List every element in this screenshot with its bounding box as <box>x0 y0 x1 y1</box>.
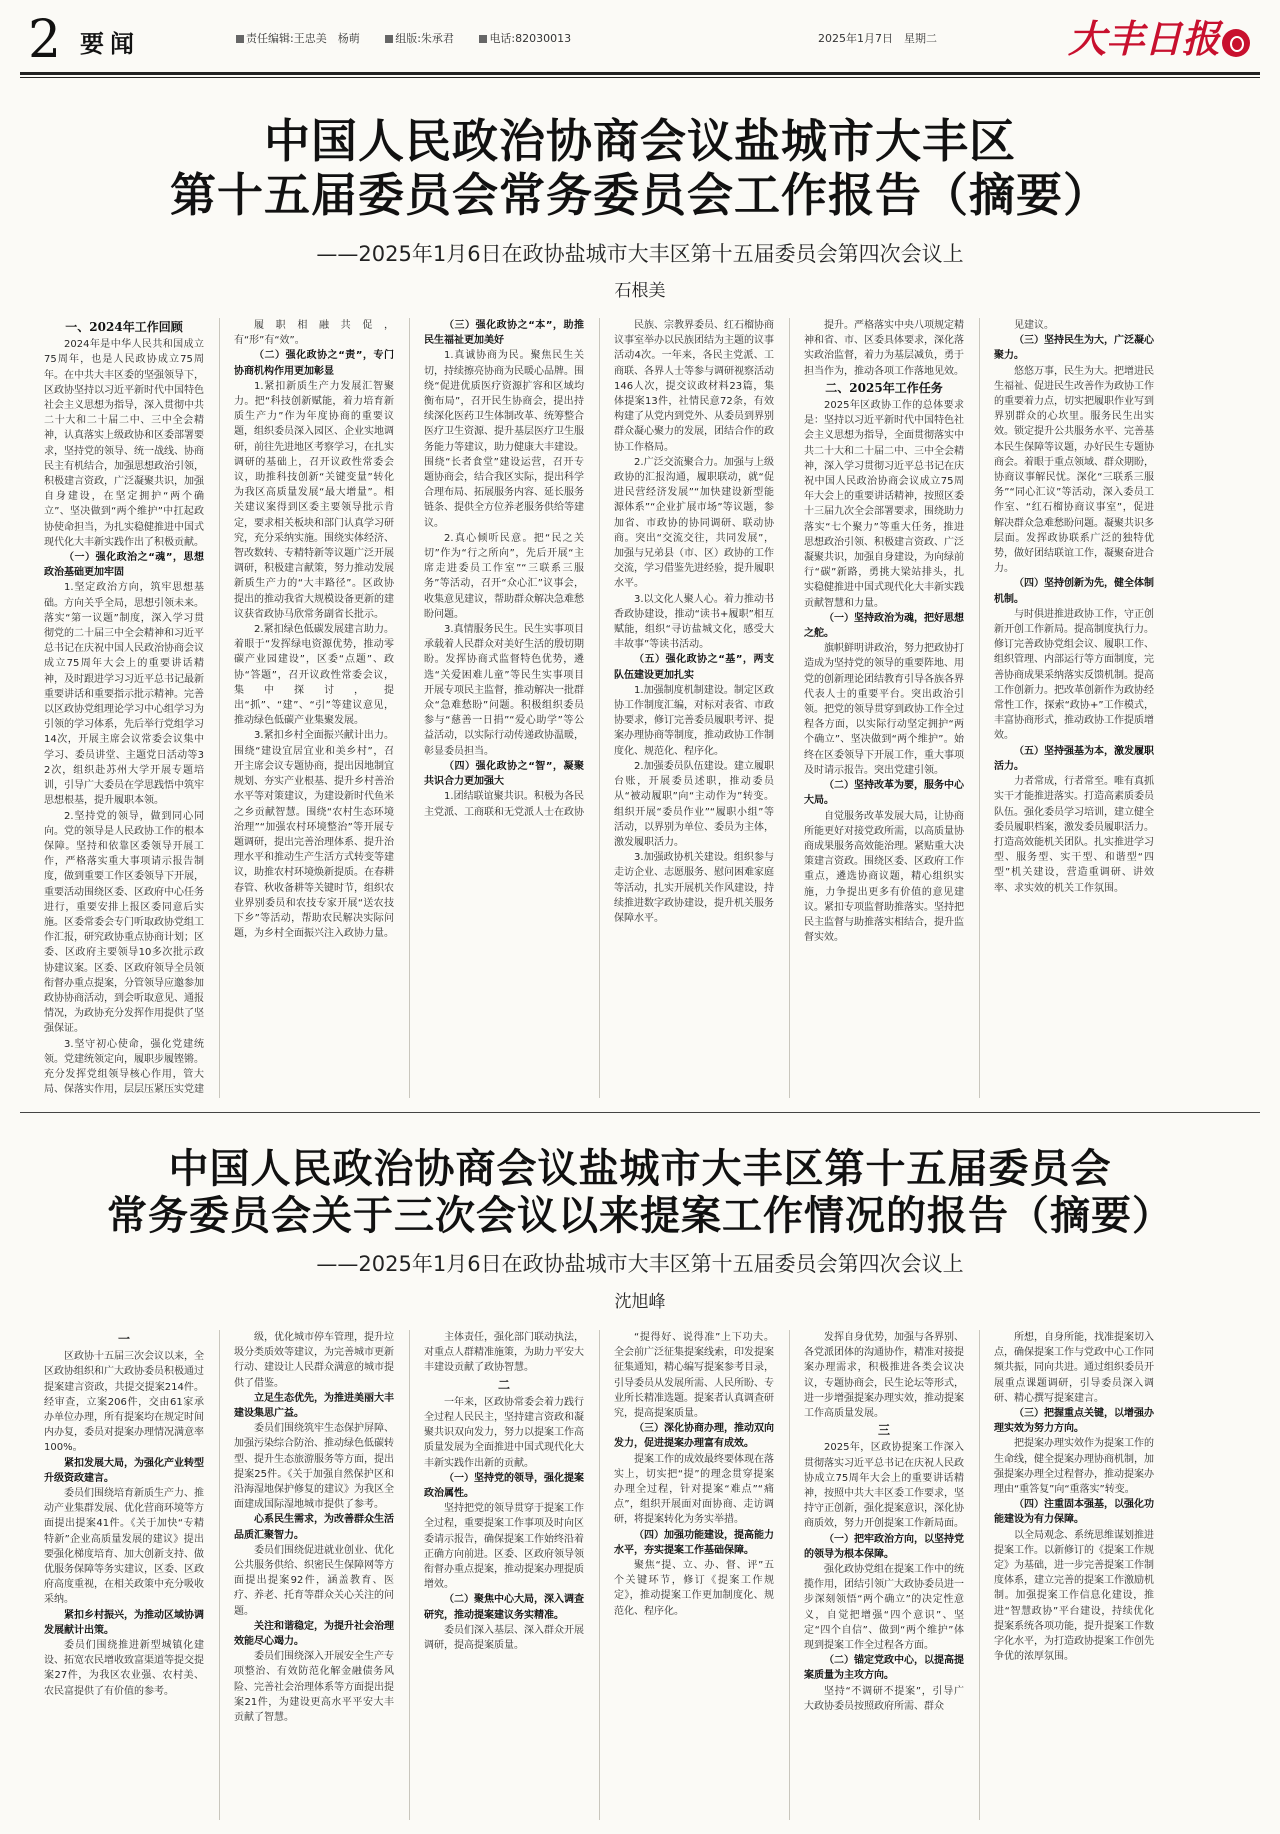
paragraph: 2025年区政协工作的总体要求是：坚持以习近平新时代中国特色社会主义思想为指导，全面贯彻落实中共二十大和二十届二中、三中全会精神，深入学习贯彻习近平总书记在庆祝中国人民政治协商会议成立75周年大会上的重要讲话精神，按照区委十三届九次全会部署要求，围绕助力落实“七个聚力”等重大任务，推进思想政治引领、积极建言资政、广泛凝聚共识，加强自身建设，为向绿前行“碳”新路，勇挑大梁站排头，扎实稳健推进中国式现代化大丰新实践贡献智慧和力量。 <box>804 400 964 609</box>
article2-column <box>424 1330 584 1820</box>
square-bullet-icon <box>385 35 393 43</box>
paragraph: 3.以文化人聚人心。着力推动书香政协建设，推动“读书+履职”相互赋能，组织“寻访盐城文化，感受大丰故事”等读书活动。 <box>614 593 774 651</box>
paragraph: 把提案办理实效作为提案工作的生命线，健全提案办理协商机制，加强提案办理全过程督办，推动提案办理由“重答复”向“重落实”转变。 <box>994 1438 1154 1496</box>
section-heading: 二 <box>497 1377 510 1392</box>
bold-heading: 紧扣乡村振兴，为推动区域协调发展献计出策。 <box>44 1609 204 1636</box>
paragraph: 悠悠万事，民生为大。把增进民生福祉、促进民生改善作为政协工作的重要着力点，切实把履职作业写到界别群众的心坎里。服务民生出实效。锁定提升公共服务水平、完善基本民生保障等议题，办好民生专题协商会。着眼于重点领域、群众期盼，协商议事解民忧。深化“三联系三服务”“同心汇议”等活动，深入委员工作室、“红石榴协商议事室”，促进解决群众急难愁盼问题。凝聚共识多层面。发挥政协联系广泛的独特优势，做好团结联谊工作，凝聚奋进合力。 <box>994 365 1154 575</box>
bold-heading: （二）强化政协之“责”，专门协商机构作用更加彰显 <box>234 350 394 377</box>
paragraph: 所想，自身所能，找准提案切入点，确保提案工作与党政中心工作同频共振，同向共进。通过组织委员开展重点课题调研，引导委员深入调研、精心撰写提案建言。 <box>994 1332 1154 1404</box>
paragraph: 坚持“不调研不提案”，引导广大政协委员按照政府所需、群众 <box>804 1685 964 1712</box>
article2-column <box>804 1330 964 1820</box>
article2-title <box>40 1146 1240 1240</box>
section-heading: 二、2025年工作任务 <box>825 380 943 395</box>
column-rule <box>219 318 220 1098</box>
paragraph: 委员们围绕筑牢生态保护屏障、加强污染综合防治、推动绿色低碳转型、提升生态旅游服务等方面，提出提案25件。《关于加强自然保护区和沿海湿地保护修复的建议》为我区全面建成国际湿地城市提供了参考。 <box>234 1423 394 1511</box>
paragraph: 级，优化城市停车管理，提升垃圾分类质效等建议，为完善城市更新行动、建设让人民群众满意的城市提供了借鉴。 <box>234 1332 394 1389</box>
paragraph: 提案工作的成效最终要体现在落实上，切实把“提”的理念贯穿提案办理全过程，针对提案“难点”“痛点”，组织开展面对面协商、走访调研，将提案转化为务实举措。 <box>614 1453 774 1526</box>
paragraph: 发挥自身优势，加强与各界别、各党派团体的沟通协作，精准对接提案办理需求，积极推进各类会议决议，专题协商会，民生论坛等形式，进一步增强提案办理实效，推动提案工作高质量发展。 <box>804 1332 964 1420</box>
paragraph: 委员们围绕培育新质生产力、推动产业集群发展、优化营商环境等方面提出提案41件。《关于加快“专精特新”企业高质量发展的建议》提出要强化梯度培育、加大创新支持、做优服务保障等务实建议，区委、区政府高度重视，在相关政策中充分吸收采纳。 <box>44 1488 204 1606</box>
paragraph: 聚焦“提、立、办、督、评”五个关键环节，修订《提案工作规定》，推动提案工作更加制度化、规范化、程序化。 <box>614 1560 774 1617</box>
article2-column <box>994 1330 1154 1820</box>
paragraph: 3.加强政协机关建设。组织参与走访企业、志愿服务、慰问困难家庭等活动，扎实开展机关作风建设，持续推进数字政协建设，提升机关服务保障水平。 <box>614 852 774 924</box>
paragraph: 履职相融共促，有“形”有“效”。 <box>234 320 394 347</box>
phone-text: 电话:82030013 <box>489 32 572 45</box>
bold-heading: （五）强化政协之“基”，两支队伍建设更加扎实 <box>614 654 774 681</box>
paragraph: 力者常成，行者常至。唯有真抓实干才能推进落实。打造高素质委员队伍。强化委员学习培训，建立健全委员履职档案，激发委员履职活力。打造高效能机关团队。扎实推进学习型、服务型、实干型、和谐型“四型”机关建设，营造重调研、讲效率、求实效的机关工作氛围。 <box>994 776 1154 894</box>
bold-heading: （三）深化协商办理，推动双向发力，促进提案办理富有成效。 <box>614 1423 774 1450</box>
paragraph: 1.紧扣新质生产力发展汇智聚力。把“科技创新赋能，着力培育新质生产力”作为年度协商的重要议题，组织委员深入园区、企业实地调研，前往先进地区考察学习，在扎实调研的基础上，召开议政性常委会议，助推科技创新“关键变量”转化为我区高质量发展“最大增量”。相关建议案得到区委主要领导批示肯定，要求相关板块和部门认真学习研究，充分采纳实施。围绕实体经济、智改数转、专精特新等议题广泛开展调研，积极建言献策，努力推动发展新质生产力的“大丰路径”。区政协提出的推动我省大规模设备更新的建议获省政协马欣常务副省长批示。 <box>234 380 394 620</box>
bold-heading: 关注和谐稳定，为提升社会治理效能尽心竭力。 <box>234 1620 394 1648</box>
column-rule <box>219 1330 220 1820</box>
column-rule <box>409 1330 410 1820</box>
paragraph: 3.紧扣乡村全面振兴献计出力。围绕“建设宜居宜业和美乡村”，召开主席会议专题协商，提出因地制宜规划、夯实产业根基、提升乡村善治水平等对策建议，为建设新时代鱼米之乡贡献智慧。围绕“农村生态环境治理”“加强农村环境整治”等开展专题调研，提出完善治理体系、提升治理水平和推动生产生活方式转变等建议，助推农村环境焕新提质。在春耕春管、秋收备耕等关键时节，组织农业界别委员和农技专家开展“送农技下乡”等活动，帮助农民解决实际问题，为乡村全面振兴注入政协力量。 <box>234 730 394 940</box>
paragraph: 委员们围绕推进新型城镇化建设、拓宽农民增收致富渠道等提交提案27件，为我区农业强、农村美、农民富提供了有价值的参考。 <box>44 1640 204 1697</box>
paragraph: 2024年是中华人民共和国成立75周年，也是人民政协成立75周年。在中共大丰区委的坚强领导下，区政协坚持以习近平新时代中国特色社会主义思想为指导，深入贯彻中共二十大和二十届二中、三中全会精神，认真落实上级政协和区委部署要求，坚持党的领导、统一战线、协商民主有机结合，加强思想政治引领，积极建言资政，广泛凝聚共识，加强自身建设，在坚定拥护“两个确立”、坚决做到“两个维护”中扛起政协使命担当，为扎实稳健推进中国式现代化大丰新实践作出了积极贡献。 <box>44 339 204 548</box>
article2-author: 沈旭峰 <box>614 1292 666 1312</box>
paragraph: 3.真情服务民生。民生实事项目承载着人民群众对美好生活的殷切期盼。发挥协商式监督特色优势，遴选“关爱困难儿童”等民生实事项目开展专项民主监督，推动解决一批群众“急难愁盼”问题。积极组织委员参与“慈善一日捐”“爱心助学”等公益活动，以实际行动传递政协温暖，彰显委员担当。 <box>424 624 584 757</box>
article1-subtitle: ——2025年1月6日在政协盐城市大丰区第十五届委员会第四次会议上 <box>316 242 964 266</box>
paragraph: 委员们深入基层、深入群众开展调研，提高提案质量。 <box>424 1624 584 1652</box>
designer-credit <box>385 32 454 45</box>
article2-column <box>234 1330 394 1820</box>
paragraph: 旗帜鲜明讲政治，努力把政协打造成为坚持党的领导的重要阵地、用党的创新理论团结教育引导各族各界代表人士的重要平台。突出政治引领。把党的领导贯穿到政协工作全过程各方面，以实际行动坚定拥护“两个确立”、坚决做到“两个维护”。始终在区委领导下开展工作，重大事项及时请示报告。突出党建引领。 <box>804 643 964 776</box>
paragraph: 2.紧扣绿色低碳发展建言助力。着眼于“发挥绿电资源优势，推动零碳产业园建设”，区委“点题”、政协“答题”，召开议政性常委会议，集中探讨，提出“抓”、“建”、“引”等建议意见，推动绿色低碳产业集聚发展。 <box>234 624 394 727</box>
article1-title-line2: 第十五届委员会常务委员会工作报告（摘要） <box>170 168 1110 223</box>
header-rule <box>20 72 1260 75</box>
paragraph: 与时俱进推进政协工作，守正创新开创工作新局。提高制度执行力。修订完善政协党组会议、履职工作、组织管理、内部运行等方面制度，完善协商成果采纳落实反馈机制。提高工作创新力。把改革创新作为政协经常性工作，探索“政协+”工作模式，丰富协商形式，推动政协工作提质增效。 <box>994 608 1154 742</box>
column-rule <box>789 1330 790 1820</box>
square-bullet-icon <box>236 35 244 43</box>
page-number: 2 <box>28 10 62 70</box>
paragraph: 1.加强制度机制建设。制定区政协工作制度汇编，对标对表省、市政协要求，修订完善委员履职考评、提案办理协商等制度，推动政协工作制度化、规范化、程序化。 <box>614 684 774 757</box>
article1-author: 石根美 <box>614 281 666 301</box>
paragraph: 自觉服务改革发展大局，让协商所能更好对接党政所需，以高质量协商成果服务高效能治理。紧贴重大决策建言资政。围绕区委、区政府工作重点，遴选协商议题，精心组织实施，力争提出更多有价值的意见建议。紧扣专项监督助推落实。坚持把民主监督与助推落实相结合，提升监督实效。 <box>804 810 964 944</box>
article2-title-line1: 中国人民政治协商会议盐城市大丰区第十五届委员会 <box>168 1146 1112 1192</box>
logo-text: 大丰日报 <box>1067 16 1220 61</box>
column-rule <box>409 318 410 1098</box>
bold-heading: （二）聚焦中心大局，深入调查研究，推动提案建议务实精准。 <box>424 1594 584 1621</box>
bold-heading: （一）坚持党的领导，强化提案政治属性。 <box>424 1472 584 1500</box>
column-rule <box>979 318 980 1098</box>
bold-heading: （一）强化政治之“魂”，思想政治基础更加牢固 <box>44 552 204 579</box>
editor-info <box>236 30 593 46</box>
bold-heading: （四）注重固本强基，以强化功能建设为有力保障。 <box>994 1499 1154 1526</box>
article1-column <box>994 318 1154 1098</box>
bold-heading: （一）坚持政治为魂，把好思想之舵。 <box>804 612 964 640</box>
paragraph: 委员们围绕促进就业创业、优化公共服务供给、织密民生保障网等方面提出提案92件，涵盖教育、医疗、养老、托育等群众关心关注的问题。 <box>234 1544 394 1617</box>
editor-credit <box>236 32 360 45</box>
paragraph: 坚持把党的领导贯穿于提案工作全过程，重要提案工作事项及时向区委请示报告，确保提案工作始终沿着正确方向前进。区委、区政府领导领衔督办重点提案，推动提案办理提质增效。 <box>424 1503 584 1591</box>
paragraph: 见建议。 <box>1014 320 1054 331</box>
bold-heading: 立足生态优先，为推进美丽大丰建设集思广益。 <box>234 1392 394 1420</box>
article1-column <box>44 318 204 1098</box>
paragraph: 1.真诚协商为民。聚焦民生关切，持续擦亮协商为民暖心品牌。围绕“促进优质医疗资源扩容和区域均衡布局”，召开民生协商会，提出持续深化医药卫生体制改革、统筹整合医疗卫生资源、提升基层医疗卫生服务能力等建议，助力健康大丰建设。围绕“长者食堂”建设运营，召开专题协商会，结合我区实际，提出科学合理布局、拓展服务内容、延长服务链条、提供全方位养老服务供给等建议。 <box>424 350 584 529</box>
column-rule <box>979 1330 980 1820</box>
column-rule <box>599 1330 600 1820</box>
section-heading: 一、2024年工作回顾 <box>65 320 183 334</box>
article1-column <box>424 318 584 1098</box>
bold-heading: （三）坚持民生为大，广泛凝心聚力。 <box>994 335 1154 362</box>
article2-column <box>44 1330 204 1820</box>
paragraph: 2.加强委员队伍建设。建立履职台账，开展委员述职，推动委员从“被动履职”向“主动作为”转变。组织开展“委员作业”“履职小组”等活动，以界别为单位、委员为主体，激发履职活力。 <box>614 760 774 848</box>
article1-column <box>234 318 394 1098</box>
paragraph: 主体责任，强化部门联动执法，对重点人群精准施策，为助力平安大丰建设贡献了政协智慧。 <box>424 1332 584 1374</box>
article1-title-line1: 中国人民政治协商会议盐城市大丰区 <box>264 114 1016 168</box>
bold-heading: （二）坚持改革为要，服务中心大局。 <box>804 780 964 807</box>
article2-column <box>614 1330 774 1820</box>
paragraph: 2.坚持党的领导，做到同心同向。党的领导是人民政协工作的根本保障。坚持和依靠区委领导开展工作，严格落实重大事项请示报告制度，做到重要工作区委领导下开展，重要活动围绕区委、区政府中心任务进行，重要安排上报区委同意后实施。区委常委会专门听取政协党组工作汇报，研究政协重点协商计划；区委、区政府主要领导10多次批示政协建议案。区委、区政府领导全员领衔督办重点提案，分管领导应邀参加政协协商活动，到会听取意见、通报情况，为政协充分发挥作用提供了坚强保证。 <box>44 810 204 1035</box>
bold-heading: 心系民生需求，为改善群众生活品质汇聚智力。 <box>234 1514 394 1541</box>
paragraph: 委员们围绕深入开展安全生产专项整治、有效防范化解金融债务风险、完善社会治理体系等方面提出提案21件，为建设更高水平平安大丰贡献了智慧。 <box>234 1651 394 1724</box>
article1-title <box>40 114 1240 223</box>
newspaper-logo <box>1068 8 1250 63</box>
paragraph: 2025年，区政协提案工作深入贯彻落实习近平总书记在庆祝人民政协成立75周年大会上的重要讲话精神，按照中共大丰区委工作要求，坚持守正创新，强化提案意识，深化协商质效，努力开创提案工作新局面。 <box>804 1442 964 1530</box>
paragraph: 2.真心倾听民意。把“民之关切”作为“行之所向”，先后开展“主席走进委员工作室”“三联系三服务”等活动，召开“众心汇”议事会，收集意见建议，帮助群众解决急难愁盼问题。 <box>424 532 584 620</box>
issue-date: 2025年1月7日 星期二 <box>818 32 937 45</box>
paragraph: 以全局观念、系统思维谋划推进提案工作。以新修订的《提案工作规定》为基础，进一步完善提案工作制度体系，建立完善的提案工作激励机制。加强提案工作信息化建设，推进“智慧政协”平台建设，持续优化提案系统各项功能，提升提案工作数字化水平，为打造政协提案工作创先争优的浓厚氛围。 <box>994 1529 1154 1663</box>
section-heading: 一 <box>117 1332 130 1346</box>
masthead <box>20 10 1260 76</box>
designer-text: 组版:朱承君 <box>395 32 454 45</box>
article2-subtitle: ——2025年1月6日在政协盐城市大丰区第十五届委员会第四次会议上 <box>316 1252 964 1276</box>
section-label: 要闻 <box>80 29 140 58</box>
paragraph: “提得好、说得准”上下功夫。全会前广泛征集提案线索，印发提案征集通知，精心编写提案参考目录，引导委员从发展所需、人民所盼、专业所长精准选题。提案者认真调查研究，提高提案质量。 <box>614 1332 774 1420</box>
header-rule-thin <box>20 77 1260 78</box>
paragraph: 1.团结联谊聚共识。积极为各民主党派、工商联和无党派人士在政协 <box>424 791 584 818</box>
bold-heading: （三）把握重点关键，以增强办理实效为努力方向。 <box>994 1408 1154 1435</box>
bold-heading: （四）强化政协之“智”，凝聚共识合力更加强大 <box>424 760 584 788</box>
paragraph: 3.坚守初心使命，强化党建统领。党建统领定向，履职步履铿锵。充分发挥党组领导核心作用，管大局、保落实作用，层层压紧压实党建 <box>44 1038 204 1096</box>
article2-title-line2: 常务委员会关于三次会议以来提案工作情况的报告（摘要） <box>107 1193 1173 1240</box>
paragraph: 一年来，区政协常委会着力践行全过程人民民主，坚持建言资政和凝聚共识双向发力，努力以提案工作高质量发展为全面推进中国式现代化大丰新实践作出新的贡献。 <box>424 1396 584 1469</box>
paragraph: 强化政协党组在提案工作中的统揽作用，团结引领广大政协委员进一步深刻领悟“两个确立”的决定性意义，自觉把增强“四个意识”、坚定“四个自信”、做到“两个维护”体现到提案工作全过程各方面。 <box>804 1564 964 1652</box>
bold-heading: （二）锚定党政中心，以提高提案质量为主攻方向。 <box>804 1655 964 1682</box>
bold-heading: （四）坚持创新为先，健全体制机制。 <box>994 578 1154 605</box>
square-bullet-icon <box>479 35 487 43</box>
bold-heading: （一）把牢政治方向，以坚持党的领导为根本保障。 <box>804 1533 964 1560</box>
article1-column <box>804 318 964 1098</box>
section-heading: 三 <box>877 1423 890 1438</box>
bold-heading: （五）坚持强基为本，激发履职活力。 <box>994 745 1154 772</box>
editor-text: 责任编辑:王忠美 杨萌 <box>246 32 360 45</box>
column-rule <box>789 318 790 1098</box>
bold-heading: （三）强化政协之“本”，助推民生福祉更加美好 <box>424 320 584 347</box>
paragraph: 提升。严格落实中央八项规定精神和省、市、区委具体要求，深化落实政治监督，着力为基层减负，勇于担当作为，推动各项工作落地见效。 <box>804 320 964 377</box>
paragraph: 2.广泛交流聚合力。加强与上级政协的汇报沟通，履职联动，就“促进民营经济发展”“加快建设新型能源体系”“企业扩展市场”等议题，参加省、市政协的协同调研、联动协商。突出“交流交往，共同发展”，加强与兄弟县（市、区）政协的工作交流，学习借鉴先进经验，提升履职水平。 <box>614 456 774 590</box>
logo-circle-icon <box>1222 29 1250 57</box>
paragraph: 民族、宗教界委员、红石榴协商议事室举办以民族团结为主题的议事活动4次。一年来，各民主党派、工商联、各界人士等参与调研视察活动146人次，提交议政材料23篇，集体提案13件，社情民意72条，有效构建了从党内到党外、从委员到界别群众凝心聚力的发展，团结合作的政协工作格局。 <box>614 320 774 453</box>
bold-heading: （四）加强功能建设，提高能力水平，夯实提案工作基础保障。 <box>614 1529 774 1556</box>
article1-column <box>614 318 774 1098</box>
paragraph: 区政协十五届三次会议以来，全区政协组织和广大政协委员积极通过提案建言资政，共提交提案214件。经审查，立案206件，交由61家承办单位办理，所有提案均在规定时间内办复，委员对提案办理情况满意率100%。 <box>44 1351 204 1454</box>
bold-heading: 紧扣发展大局，为强化产业转型升级资政建言。 <box>44 1457 204 1484</box>
article-divider <box>20 1112 1260 1113</box>
column-rule <box>599 318 600 1098</box>
phone-credit <box>479 32 571 45</box>
paragraph: 1.坚定政治方向，筑牢思想基础。方向关乎全局，思想引领未来。落实“第一议题”制度，深入学习贯彻党的二十届三中全会精神和习近平总书记在庆祝中国人民政治协商会议成立75周年大会上的重要讲话精神，及时跟进学习习近平总书记最新重要讲话和重要指示批示精神。完善以区政协党组理论学习中心组学习为引领的学习体系，先后举行党组学习14次，开展主席会议常委会议集中学习、委员讲堂、主题党日活动等32次，组织赴苏州大学开展专题培训，引导广大委员在学思践悟中筑牢思想根基，提升履职本领。 <box>44 582 204 807</box>
